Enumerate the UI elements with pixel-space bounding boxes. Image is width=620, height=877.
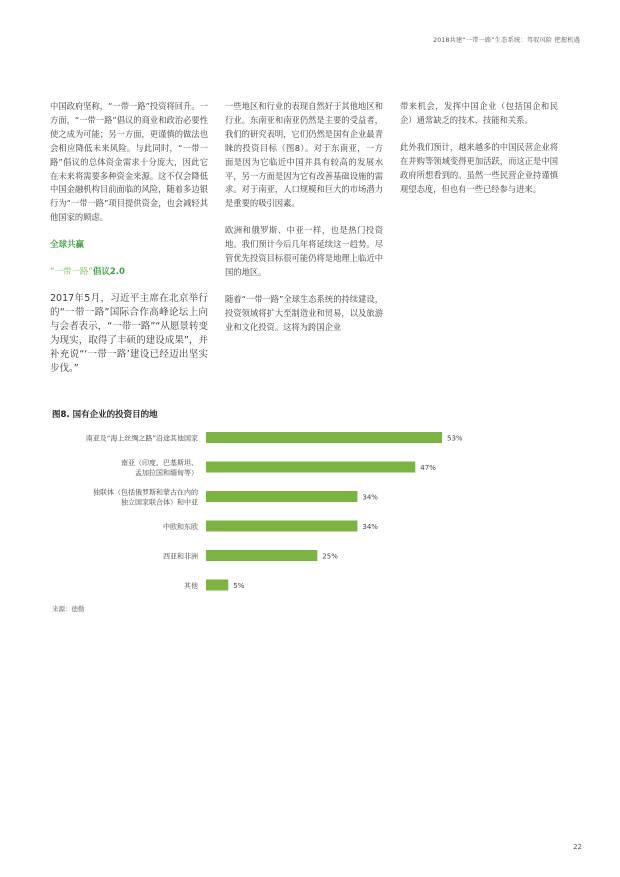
text-column-1	[50, 100, 208, 389]
bar-chart	[0, 420, 620, 600]
page-number: 22	[573, 843, 582, 851]
bar	[206, 580, 228, 591]
text-column-2	[225, 100, 383, 348]
section-heading: 全球共赢	[50, 240, 85, 251]
paragraph: 2017年5月，习近平主席在北京举行的“一带一路”国际合作高峰论坛上向与会者表示，“一带一路”“从愿景转变为现实，取得了丰硕的建设成果”，并补充说“‘一带一路’建设已经迈出坚实步伐。”	[50, 293, 208, 375]
paragraph: 中国政府坚称，“一带一路”投资将回升。一方面，“一带一路”倡议的商业和政治必要性使之成为可能；另一方面，更谨慎的做法也会相应降低未来风险。与此同时，“一带一路”倡议的总体资金需求十分庞大，因此它在未来将需要多种资金来源。这不仅会降低中国金融机构目前面临的风险，随着多边银行为“一带一路”项目提供资金，也会减轻其他国家的顾虑。	[50, 101, 208, 223]
bar	[206, 462, 415, 473]
paragraph: 此外我们预计，越来越多的中国民营企业将在并购等领域变得更加活跃，而这正是中国政府所想看到的。虽然一些民营企业持谨慎观望态度，但也有一些已经参与进来。	[400, 141, 558, 194]
bar	[206, 491, 357, 502]
bar-value-label: 25%	[322, 552, 338, 561]
category-label: 其他	[184, 582, 198, 590]
category-label: 独联体（包括俄罗斯和蒙古在内的	[93, 488, 198, 497]
text-column-3	[400, 100, 558, 209]
category-label: 独立国家联合体）和中亚	[121, 498, 198, 507]
bar-value-label: 5%	[233, 582, 245, 590]
source-note: 来源：德勤	[52, 605, 85, 613]
section-subheading	[50, 265, 208, 279]
bar	[206, 432, 442, 443]
bar-value-label: 34%	[362, 493, 378, 502]
category-label: 南亚（印度、巴基斯坦、	[121, 459, 198, 467]
bar-value-label: 47%	[420, 464, 436, 472]
chart-title: 图8. 国有企业的投资目的地	[52, 410, 158, 420]
bar-value-label: 53%	[447, 434, 463, 443]
category-label: 孟加拉国和缅甸等）	[135, 469, 198, 477]
bar	[206, 521, 357, 532]
running-header: 2018共建“一带一路”生态系统：驾驭风险 把握机遇	[433, 37, 580, 44]
bar-value-label: 34%	[362, 523, 378, 531]
paragraph: 带来机会，发挥中国企业（包括国企和民企）通常缺乏的技术、技能和关系。	[400, 101, 558, 125]
paragraph: 一些地区和行业的表现自然好于其他地区和行业。东南亚和南亚仍然是主要的受益者，我们的研究表明，它们仍然是国有企业最青睐的投资目标（图8）。对于东南亚，一方面是因为它临近中国并具有较高的发展水平，另一方面是因为它有改善基础设施的需求。对于南亚，人口规模和巨大的市场潜力是重要的吸引因素。	[225, 101, 383, 209]
category-label: 西亚和非洲	[163, 552, 198, 561]
paragraph: 欧洲和俄罗斯、中亚一样，也是热门投资地。我们预计今后几年将延续这一趋势。尽管优先投资目标很可能仍将是地理上临近中国的地区。	[225, 225, 383, 277]
paragraph: 随着“一带一路”全球生态系统的持续建设，投资领域将扩大至制造业和贸易，以及旅游业和文化投资。这将为跨国企业	[225, 293, 383, 332]
category-label: 中欧和东欧	[163, 523, 198, 531]
subheading-part: 倡议2.0	[92, 267, 125, 278]
bar	[206, 550, 317, 561]
category-label: 南亚及“海上丝绸之路”沿途其他国家	[85, 434, 198, 443]
subheading-part: “一带一路”	[50, 267, 93, 278]
